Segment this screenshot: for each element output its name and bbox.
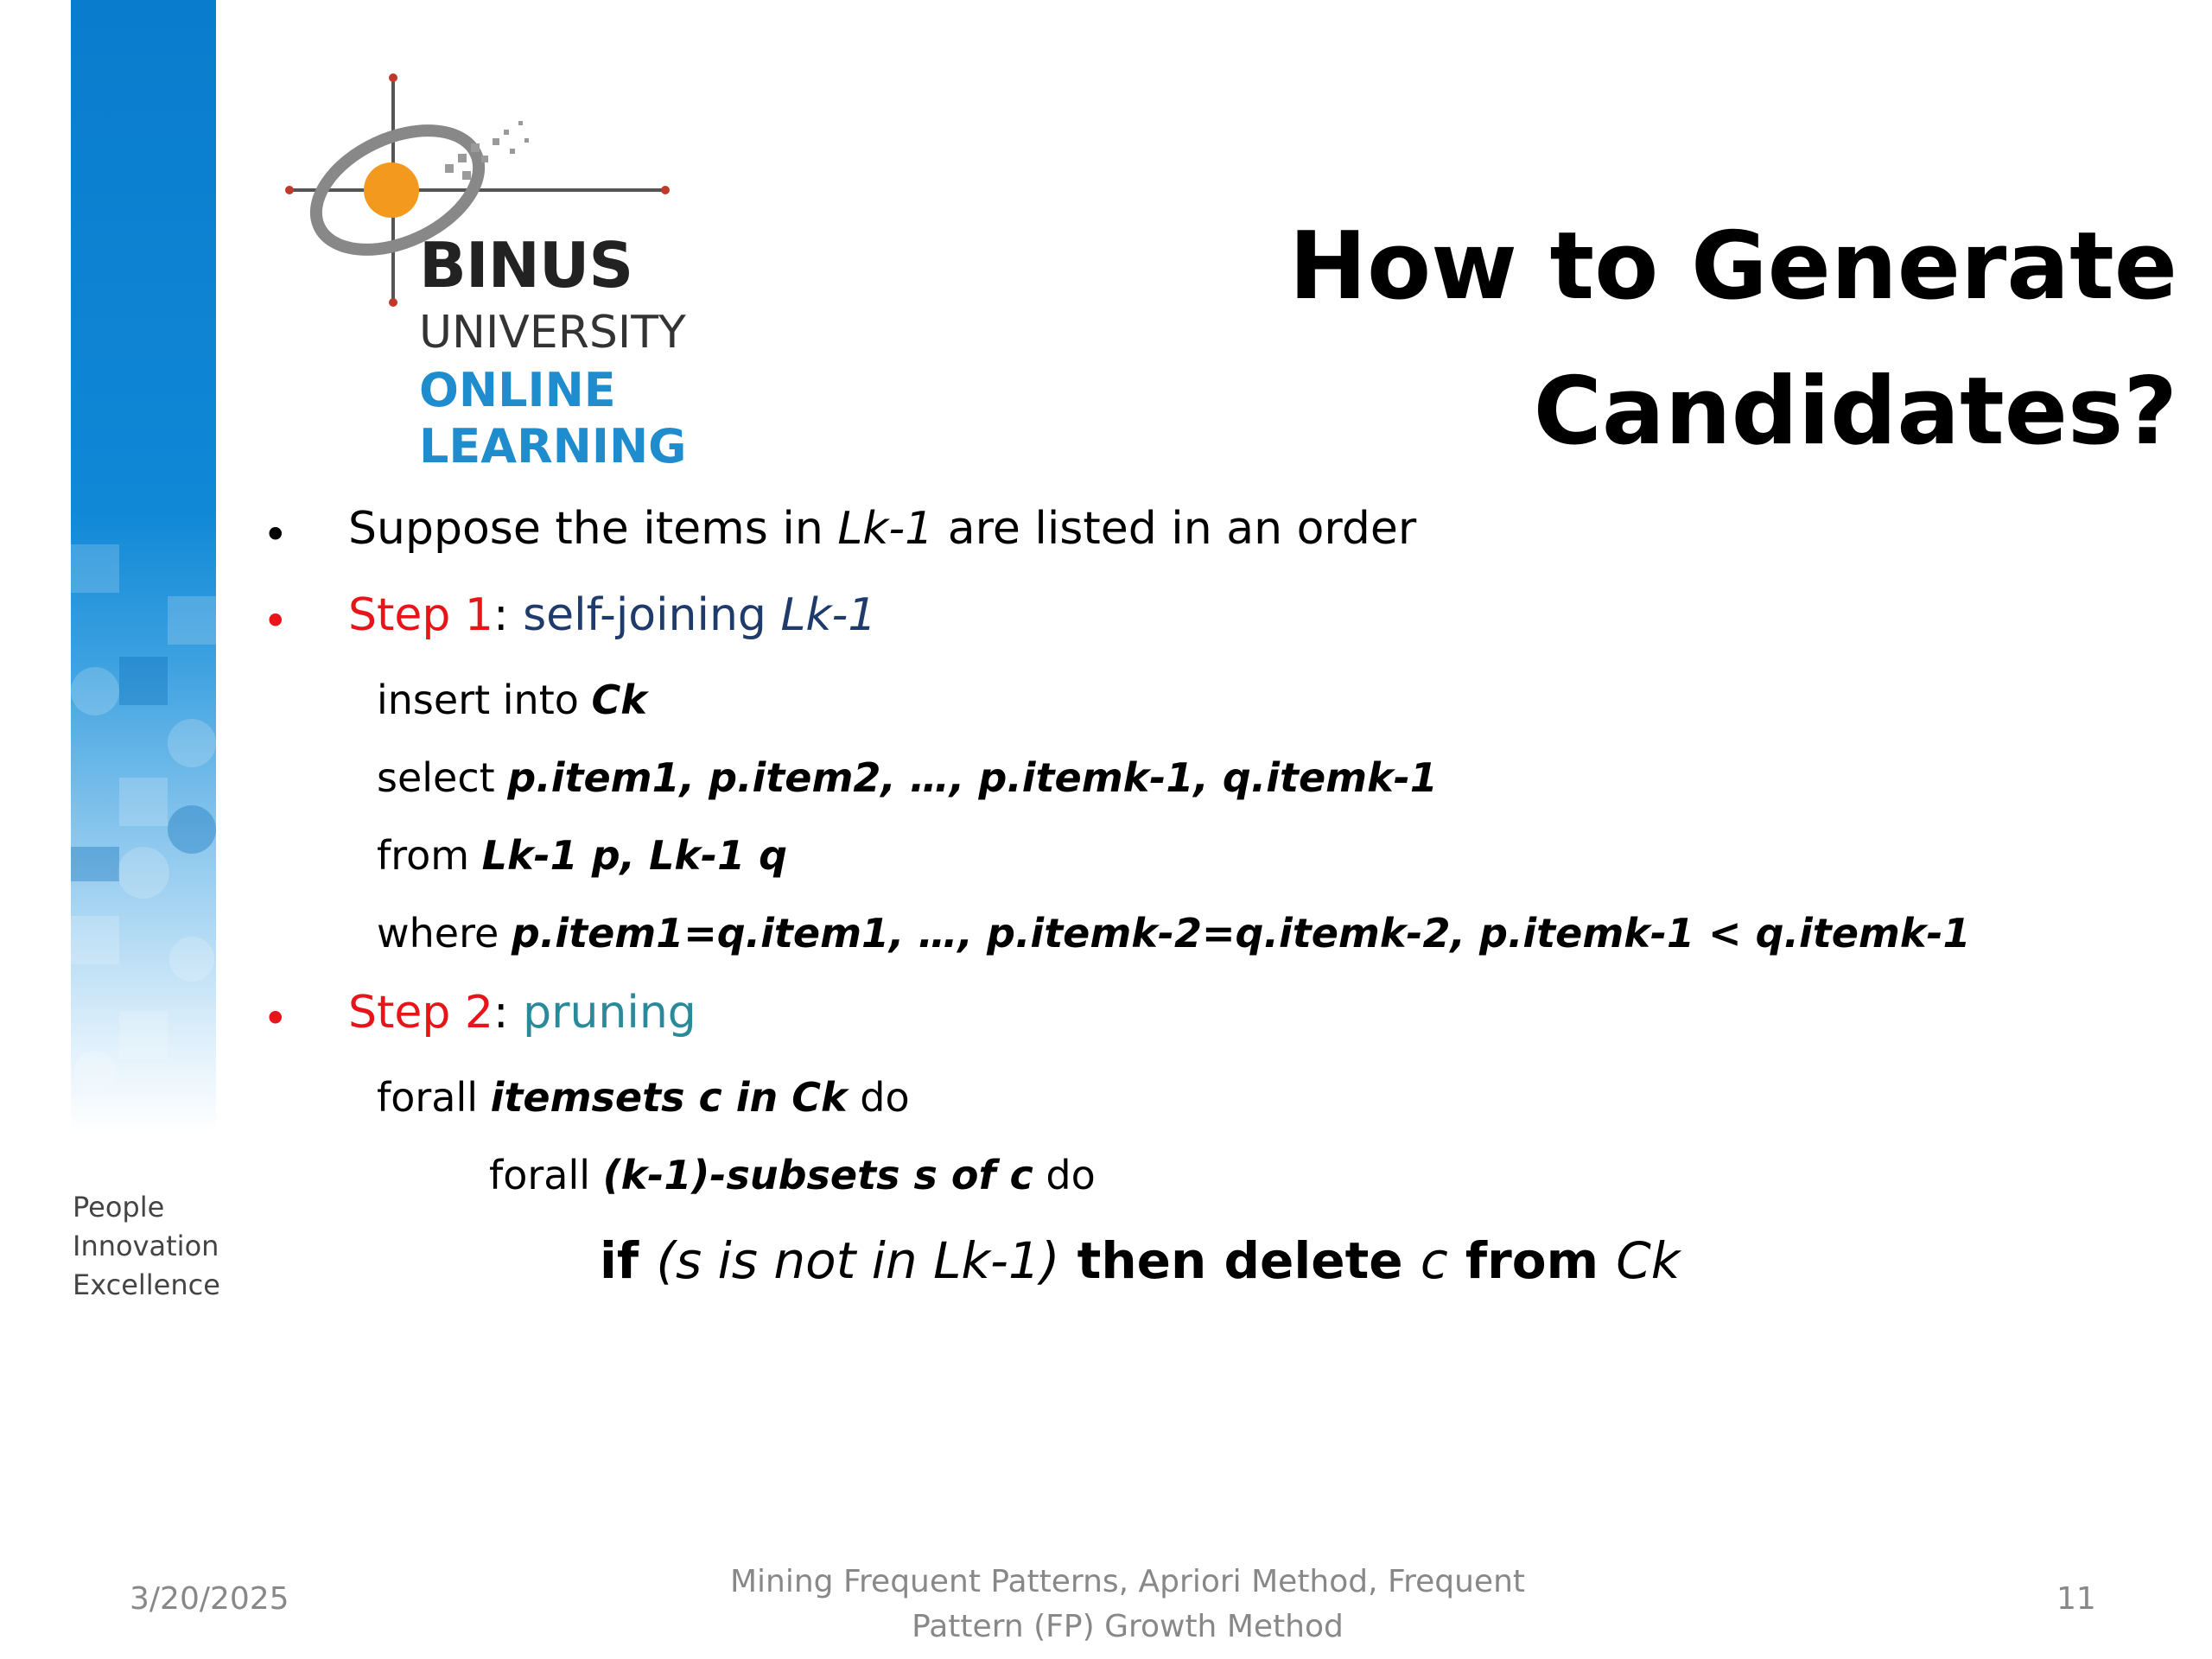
select-line [377,754,1438,801]
select-fields: p.item1, p.item2, …, p.itemk-1, q.itemk-1 [507,754,1438,801]
step2-line [348,987,696,1039]
step1-colon: : [493,589,524,641]
where-line [377,910,1971,957]
sidebar-decoration [71,0,216,1132]
from-tables: Lk-1 p, Lk-1 q [481,832,788,879]
footer-title-line-1: Mining Frequent Patterns, Apriori Method, Frequent [729,1564,1526,1599]
step1-line [348,589,876,641]
forall1-do: do [847,1074,910,1121]
tagline-people: People [73,1191,165,1224]
suppose-text-c: are listed in an order [933,503,1417,555]
then-delete-keyword: then delete [1059,1231,1421,1290]
if-condition: (s is not in Lk-1) [656,1231,1060,1290]
sidebar-pattern [71,0,216,1132]
if-c-var: c [1420,1231,1448,1290]
bullet-step1: • [263,596,289,646]
title-line-2: Candidates? [1533,358,2177,466]
tagline-excellence: Excellence [73,1268,220,1301]
forall1-keyword: forall [377,1074,491,1121]
from-keyword: from [377,832,482,879]
logo-binus: BINUS [419,229,633,302]
insert-line [377,677,647,723]
slide-title [1054,194,2177,485]
step2-label: Step 2 [348,987,494,1039]
step2-colon: : [493,987,524,1039]
footer-title [691,1560,1564,1649]
footer-date: 3/20/2025 [130,1581,289,1617]
if-line [600,1231,1680,1290]
tagline [73,1188,220,1305]
footer-page-number: 11 [2056,1581,2096,1617]
if-keyword: if [600,1231,657,1290]
logo-learning: LEARNING [419,419,687,474]
suppose-text-a: Suppose the items in [348,503,838,555]
from-line [377,832,787,879]
if-ck-var: Ck [1616,1231,1681,1290]
insert-keyword: insert into [377,677,592,723]
logo-online: ONLINE [419,363,616,417]
forall2-do: do [1033,1152,1096,1198]
step1-label: Step 1 [348,589,494,641]
step2-desc: pruning [523,987,696,1039]
suppose-line [348,503,1416,555]
bullet-suppose: • [263,510,289,560]
where-condition: p.item1=q.item1, …, p.itemk-2=q.itemk-2, p.itemk-1 < q.itemk-1 [511,910,1971,957]
logo-university: UNIVERSITY [419,307,686,359]
step1-desc: self-joining [523,589,781,641]
select-keyword: select [377,754,508,801]
forall1-expr: itemsets c in Ck [490,1074,848,1121]
forall2-keyword: forall [489,1152,603,1198]
forall2-expr: (k-1)-subsets s of c [602,1152,1033,1198]
bullet-step2: • [263,994,289,1044]
footer-title-line-2: Pattern (FP) Growth Method [912,1609,1344,1644]
from-keyword: from [1447,1231,1617,1290]
step1-desc-var: Lk-1 [780,589,877,641]
suppose-var: Lk-1 [837,503,934,555]
tagline-innovation: Innovation [73,1230,219,1262]
forall1-line [377,1074,910,1121]
forall2-line [489,1152,1096,1198]
insert-target: Ck [591,677,647,723]
where-keyword: where [377,910,512,957]
title-line-1: How to Generate [1288,213,2177,321]
